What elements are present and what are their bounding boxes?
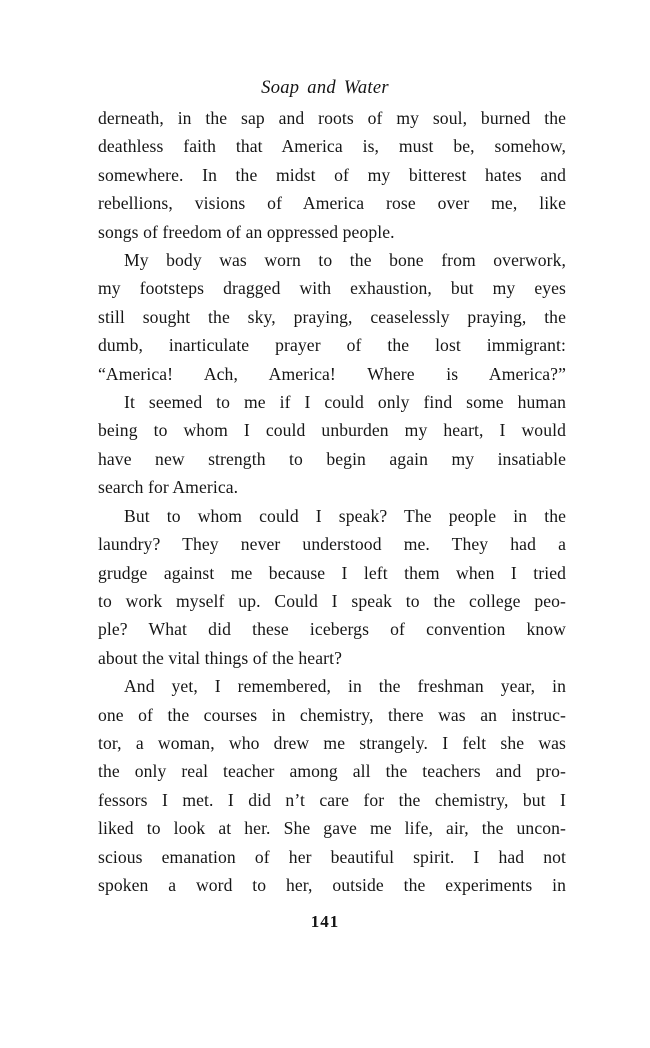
- text-line: one of the courses in chemistry, there was an instruc-: [98, 704, 566, 725]
- text-line: somewhere. In the midst of my bitterest hates and: [98, 164, 566, 185]
- text-line: ple? What did these icebergs of convention know: [98, 619, 566, 640]
- text-line: fessors I met. I did n’t care for the chemistry, but I: [98, 789, 566, 810]
- text-line: liked to look at her. She gave me life, air, the uncon-: [98, 818, 566, 839]
- text-line: about the vital things of the heart?: [98, 647, 342, 668]
- text-line: laundry? They never understood me. They had a: [98, 534, 566, 555]
- text-line: “America! Ach, America! Where is America?”: [98, 363, 566, 384]
- text-line: grudge against me because I left them when I tried: [98, 562, 566, 583]
- page-body: [98, 104, 566, 899]
- text-line: the only real teacher among all the teachers and pro-: [98, 761, 566, 782]
- text-line: spoken a word to her, outside the experiments in: [98, 874, 566, 895]
- text-line: being to whom I could unburden my heart, I would: [98, 420, 566, 441]
- page-number: 141: [310, 912, 340, 931]
- running-head: Soap and Water: [261, 78, 389, 98]
- text-line: songs of freedom of an oppressed people.: [98, 221, 395, 242]
- text-line: my footsteps dragged with exhaustion, but my eyes: [98, 278, 566, 299]
- text-line: have new strength to begin again my insatiable: [98, 448, 566, 469]
- text-line: rebellions, visions of America rose over me, like: [98, 193, 566, 214]
- text-line: tor, a woman, who drew me strangely. I felt she was: [98, 732, 566, 753]
- text-line: dumb, inarticulate prayer of the lost immigrant:: [98, 335, 566, 356]
- text-line: still sought the sky, praying, ceaselessly praying, the: [98, 306, 566, 327]
- text-line: But to whom could I speak? The people in the: [124, 505, 566, 526]
- text-line: to work myself up. Could I speak to the college peo-: [98, 590, 566, 611]
- text-line: scious emanation of her beautiful spirit. I had not: [98, 846, 566, 867]
- text-line: derneath, in the sap and roots of my soul, burned the: [98, 108, 566, 128]
- text-line: search for America.: [98, 477, 239, 498]
- text-line: My body was worn to the bone from overwork,: [124, 250, 566, 271]
- text-line: And yet, I remembered, in the freshman year, in: [124, 676, 566, 697]
- text-line: deathless faith that America is, must be, somehow,: [98, 136, 566, 157]
- text-line: It seemed to me if I could only find some human: [124, 392, 566, 413]
